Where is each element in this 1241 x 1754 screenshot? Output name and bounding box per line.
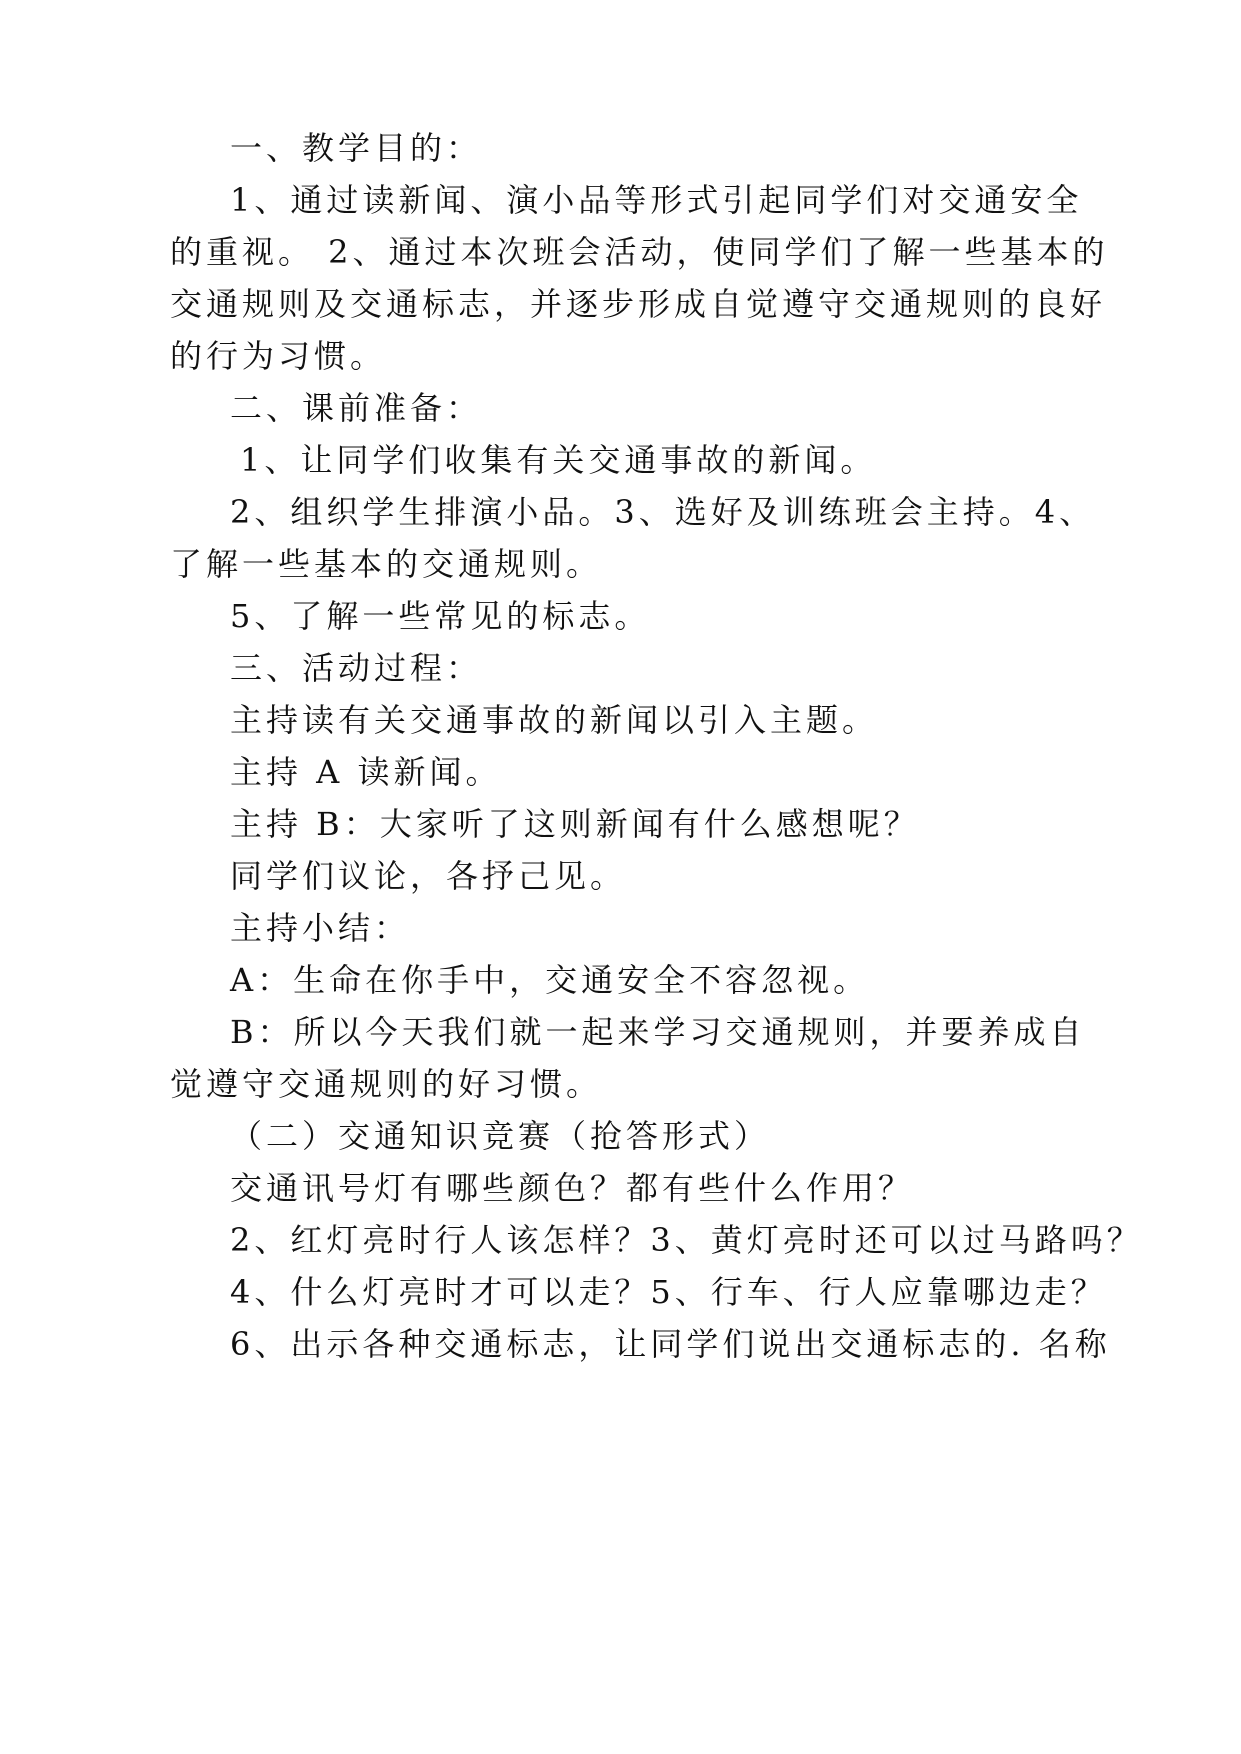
text-line: 二、课前准备： bbox=[230, 389, 483, 427]
text-line: B：所以今天我们就一起来学习交通规则，并要养成自 bbox=[230, 1013, 1086, 1051]
text-line: 5、了解一些常见的标志。 bbox=[230, 597, 651, 635]
text-line: 1、通过读新闻、演小品等形式引起同学们对交通安全 bbox=[230, 181, 1083, 219]
text-line: 了解一些基本的交通规则。 bbox=[170, 545, 603, 583]
text-line: 2、红灯亮时行人该怎样？3、黄灯亮时还可以过马路吗？ bbox=[230, 1221, 1143, 1259]
text-line: 觉遵守交通规则的好习惯。 bbox=[170, 1065, 603, 1103]
text-line: 6、出示各种交通标志，让同学们说出交通标志的. 名称 bbox=[230, 1325, 1111, 1363]
text-line: （二）交通知识竞赛（抢答形式） bbox=[230, 1117, 771, 1155]
text-line: 的重视。 2、通过本次班会活动，使同学们了解一些基本的 bbox=[170, 233, 1109, 271]
text-line: 三、活动过程： bbox=[230, 649, 483, 687]
text-line: 主持 A 读新闻。 bbox=[230, 753, 502, 791]
text-line: 主持 B：大家听了这则新闻有什么感想呢？ bbox=[230, 805, 920, 843]
text-line: 的行为习惯。 bbox=[170, 337, 387, 375]
text-line: 2、组织学生排演小品。3、选好及训练班会主持。4、 bbox=[230, 493, 1096, 531]
text-line: 一、教学目的： bbox=[230, 129, 483, 167]
text-line: 同学们议论，各抒己见。 bbox=[230, 857, 627, 895]
text-line: A：生命在你手中，交通安全不容忽视。 bbox=[230, 961, 870, 999]
text-line: 主持读有关交通事故的新闻以引入主题。 bbox=[230, 701, 879, 739]
text-line: 主持小结： bbox=[230, 909, 411, 947]
text-line: 1、让同学们收集有关交通事故的新闻。 bbox=[240, 441, 877, 479]
text-line: 交通讯号灯有哪些颜色？都有些什么作用？ bbox=[230, 1169, 915, 1207]
text-line: 交通规则及交通标志，并逐步形成自觉遵守交通规则的良好 bbox=[170, 285, 1107, 323]
text-line: 4、什么灯亮时才可以走？5、行车、行人应靠哪边走？ bbox=[230, 1273, 1107, 1311]
